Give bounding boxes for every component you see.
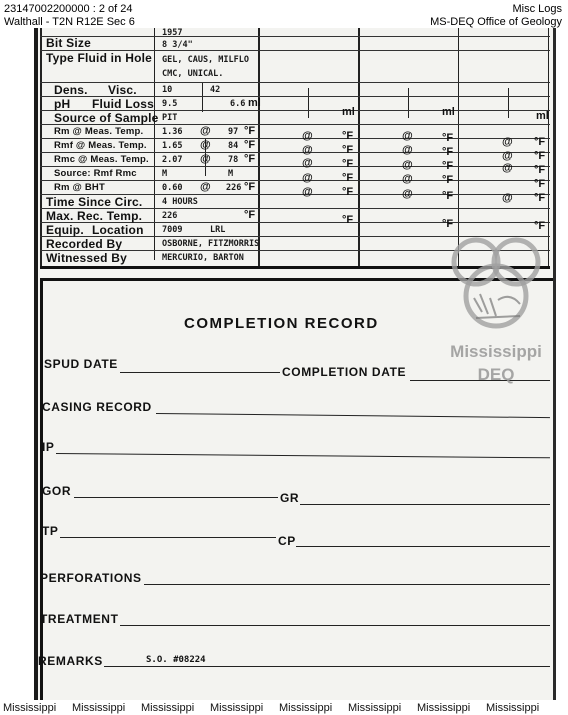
gr-line [300,504,550,505]
deg-f-unit: °F [342,186,354,198]
location-value: LRL [210,225,226,235]
spud-date-label: SPUD DATE [44,357,118,371]
recorded-by-label: Recorded By [46,237,123,251]
deg-f-unit: °F [244,125,256,137]
spud-date-line [120,372,280,373]
perforations-line [144,584,550,585]
deg-f-unit: °F [342,172,354,184]
agency-name: MS-DEQ Office of Geology [430,16,562,28]
log-header-table [40,28,550,269]
location-label: Location [92,223,144,237]
gor-label: GOR [42,484,72,498]
at-sign: @ [402,173,413,185]
at-sign: @ [502,162,513,174]
tp-label: TP [42,524,59,538]
deg-f-unit: °F [534,136,546,148]
at-sign: @ [502,192,513,204]
at-sign: @ [302,144,313,156]
deg-f-unit: °F [534,220,546,232]
rm-bht-value: 0.60 [162,183,183,193]
rm-label: Rm @ Meas. Temp. [54,126,144,137]
footer-word: Mississippi [348,702,402,714]
at-sign: @ [402,159,413,171]
deg-f-unit: °F [342,130,354,142]
deg-f-unit: °F [342,144,354,156]
cp-line [296,546,550,547]
ml-unit: ml [442,106,455,118]
deg-f-unit: °F [442,190,454,202]
deg-f-unit: °F [442,160,454,172]
footer-word: Mississippi [279,702,333,714]
ip-label: IP [42,440,55,454]
completion-record-frame [40,278,553,700]
deg-f-unit: °F [442,146,454,158]
bit-size-label: Bit Size [46,36,91,50]
footer-word: Mississippi [141,702,195,714]
deg-f-unit: °F [442,174,454,186]
fluid-type-label: Type Fluid in Hole [46,51,153,65]
rmf-rmc-source-label: Source: Rmf Rmc [54,168,137,179]
ph-value: 9.5 [162,99,178,109]
at-sign: @ [502,136,513,148]
sample-source-value: PIT [162,113,178,123]
scanned-log-page [34,28,556,700]
density-value: 10 [162,85,173,95]
rmc-source-value: M [228,169,234,179]
rm-value: 1.36 [162,127,183,137]
deg-f-unit: °F [442,132,454,144]
at-sign: @ [402,130,413,142]
deg-f-unit: °F [342,214,354,226]
equipment-label: Equip. [46,223,84,237]
scan-edge [34,28,38,700]
bit-size-value: 8 3/4" [162,40,193,50]
deg-f-unit: °F [534,192,546,204]
fluid-type-value: GEL, CAUS, MILFLO [162,55,249,65]
fluid-type-value-2: CMC, UNICAL. [162,69,224,79]
at-sign: @ [200,125,211,137]
deg-f-unit: °F [342,158,354,170]
watermark-text-line2: DEQ [477,365,515,384]
casing-record-label: CASING RECORD [42,400,152,414]
tp-line [60,537,276,538]
rmc-value: 2.07 [162,155,183,165]
time-since-circ-value: 4 HOURS [162,197,198,207]
footer-word: Mississippi [486,702,540,714]
rmf-label: Rmf @ Meas. Temp. [54,140,147,151]
at-sign: @ [302,186,313,198]
fluid-loss-label: Fluid Loss [92,97,154,111]
at-sign: @ [200,153,211,165]
fluid-loss-value: 6.6 [230,99,246,109]
witnessed-by-label: Witnessed By [46,251,127,265]
viscosity-label: Visc. [108,83,137,97]
at-sign: @ [502,150,513,162]
sample-source-label: Source of Sample [54,111,159,125]
recorded-by-value: OSBORNE, FITZMORRIS [162,239,260,249]
document-category: Misc Logs [512,3,562,15]
date-value: 1957 [162,28,183,38]
treatment-label: TREATMENT [40,612,119,626]
at-sign: @ [402,144,413,156]
deg-f-unit: °F [442,218,454,230]
rmc-temp-value: 78 [228,155,239,165]
gor-line [74,497,278,498]
deg-f-unit: °F [244,181,256,193]
document-id: 23147002200000 : 2 of 24 [4,3,133,15]
scan-edge [553,28,556,700]
ml-unit: ml [536,110,549,122]
remarks-line [104,666,550,667]
treatment-line [120,625,550,626]
rm-bht-label: Rm @ BHT [54,182,105,193]
deg-f-unit: °F [244,209,256,221]
at-sign: @ [302,172,313,184]
perforations-label: PERFORATIONS [40,571,142,585]
density-label: Dens. [54,83,88,97]
well-location: Walthall - T2N R12E Sec 6 [4,16,135,28]
deg-f-unit: °F [534,150,546,162]
rmf-source-value: M [162,169,168,179]
rmc-label: Rmc @ Meas. Temp. [54,154,149,165]
rm-temp-value: 97 [228,127,239,137]
remarks-label: REMARKS [38,654,103,668]
deg-f-unit: °F [534,164,546,176]
viscosity-value: 42 [210,85,221,95]
deg-f-unit: °F [244,139,256,151]
watermark-text-line1: Mississippi [450,342,542,361]
ml-unit: ml [342,106,355,118]
footer-word: Mississippi [210,702,264,714]
footer-word: Mississippi [417,702,471,714]
footer-word: Mississippi [72,702,126,714]
rm-bht-temp-value: 226 [226,183,242,193]
completion-record-title: COMPLETION RECORD [184,315,379,332]
witnessed-by-value: MERCURIO, BARTON [162,253,244,263]
max-rec-temp-label: Max. Rec. Temp. [46,209,143,223]
completion-date-line [410,380,550,381]
footer-watermark-strip [0,702,568,715]
equipment-value: 7009 [162,225,183,235]
rmf-value: 1.65 [162,141,183,151]
at-sign: @ [200,181,211,193]
remarks-value: S.O. #08224 [146,655,206,665]
max-rec-temp-value: 226 [162,211,178,221]
at-sign: @ [302,157,313,169]
deg-f-unit: °F [244,153,256,165]
rmf-temp-value: 84 [228,141,239,151]
at-sign: @ [402,188,413,200]
cp-label: CP [278,534,296,548]
ph-label: pH [54,97,71,111]
fluid-loss-unit: ml [248,97,261,109]
footer-word: Mississippi [3,702,57,714]
time-since-circ-label: Time Since Circ. [46,195,143,209]
at-sign: @ [302,130,313,142]
completion-date-label: COMPLETION DATE [282,365,407,379]
gr-label: GR [280,491,300,505]
at-sign: @ [200,139,211,151]
deg-f-unit: °F [534,178,546,190]
